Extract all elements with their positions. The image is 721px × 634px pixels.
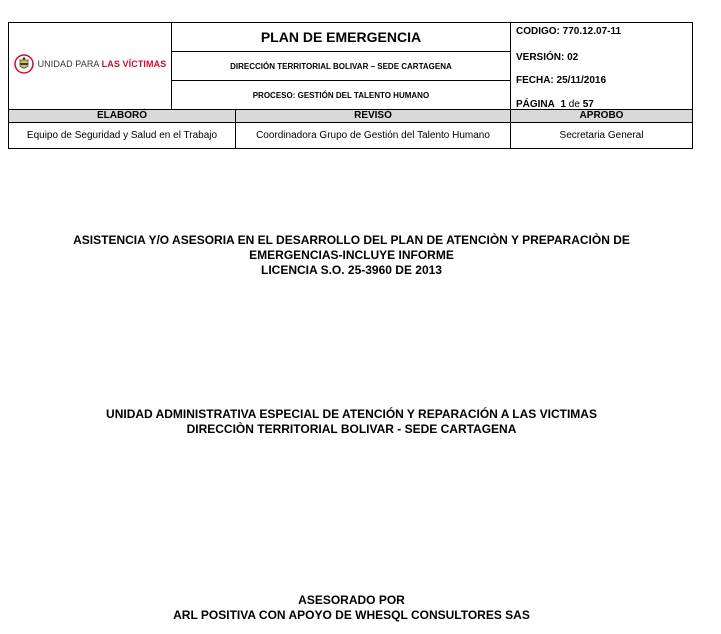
- sig-value-elaboro: Equipo de Seguridad y Salud en el Trabajo: [9, 123, 236, 149]
- document-advisor: [0, 593, 703, 623]
- logo-text-line2: LAS VÍCTIMAS: [101, 58, 167, 69]
- sig-header-aprobo: APROBO: [511, 110, 693, 123]
- signature-table: [8, 109, 693, 149]
- document-subtitle-proceso: PROCESO: GESTIÓN DEL TALENTO HUMANO: [171, 81, 510, 110]
- document-entity: [0, 407, 703, 437]
- codigo-label: CODIGO: 770.12.07-11: [515, 26, 622, 37]
- logo-cell: [9, 23, 172, 110]
- sig-value-reviso: Coordinadora Grupo de Gestión del Talento Humano: [236, 123, 511, 149]
- advisor-line-1: ASESORADO POR: [298, 593, 405, 607]
- unidad-victimas-logo: [14, 54, 167, 74]
- document-meta: [510, 23, 692, 110]
- colombia-coat-of-arms-icon: [14, 54, 34, 74]
- document-subject: [0, 233, 703, 278]
- document-title: PLAN DE EMERGENCIA: [171, 23, 510, 52]
- document-header: [8, 22, 693, 110]
- logo-text-line1: UNIDAD PARA: [37, 58, 102, 69]
- document-subtitle-territorial: DIRECCIÓN TERRITORIAL BOLIVAR – SEDE CARTAGENA: [171, 52, 510, 81]
- entity-line-1: UNIDAD ADMINISTRATIVA ESPECIAL DE ATENCIÓN Y REPARACIÓN A LAS VICTIMAS: [106, 407, 597, 421]
- entity-line-2: DIRECCIÒN TERRITORIAL BOLIVAR - SEDE CARTAGENA: [186, 422, 517, 436]
- fecha-label: FECHA: 25/11/2016: [515, 75, 607, 86]
- sig-value-aprobo: Secretaria General: [511, 123, 693, 149]
- subject-line-2: EMERGENCIAS-INCLUYE INFORME: [249, 248, 454, 262]
- subject-line-3: LICENCIA S.O. 25-3960 DE 2013: [261, 263, 442, 277]
- advisor-line-2: ARL POSITIVA CON APOYO DE WHESQL CONSULTORES SAS: [173, 608, 530, 622]
- sig-header-elaboro: ELABORÓ: [9, 110, 236, 123]
- page-indicator: PÁGINA 1 de 57: [515, 99, 594, 110]
- sig-header-reviso: REVISÓ: [236, 110, 511, 123]
- subject-line-1: ASISTENCIA Y/O ASESORIA EN EL DESARROLLO DEL PLAN DE ATENCIÒN Y PREPARACIÒN DE: [73, 233, 630, 247]
- version-label: VERSIÓN: 02: [515, 52, 579, 63]
